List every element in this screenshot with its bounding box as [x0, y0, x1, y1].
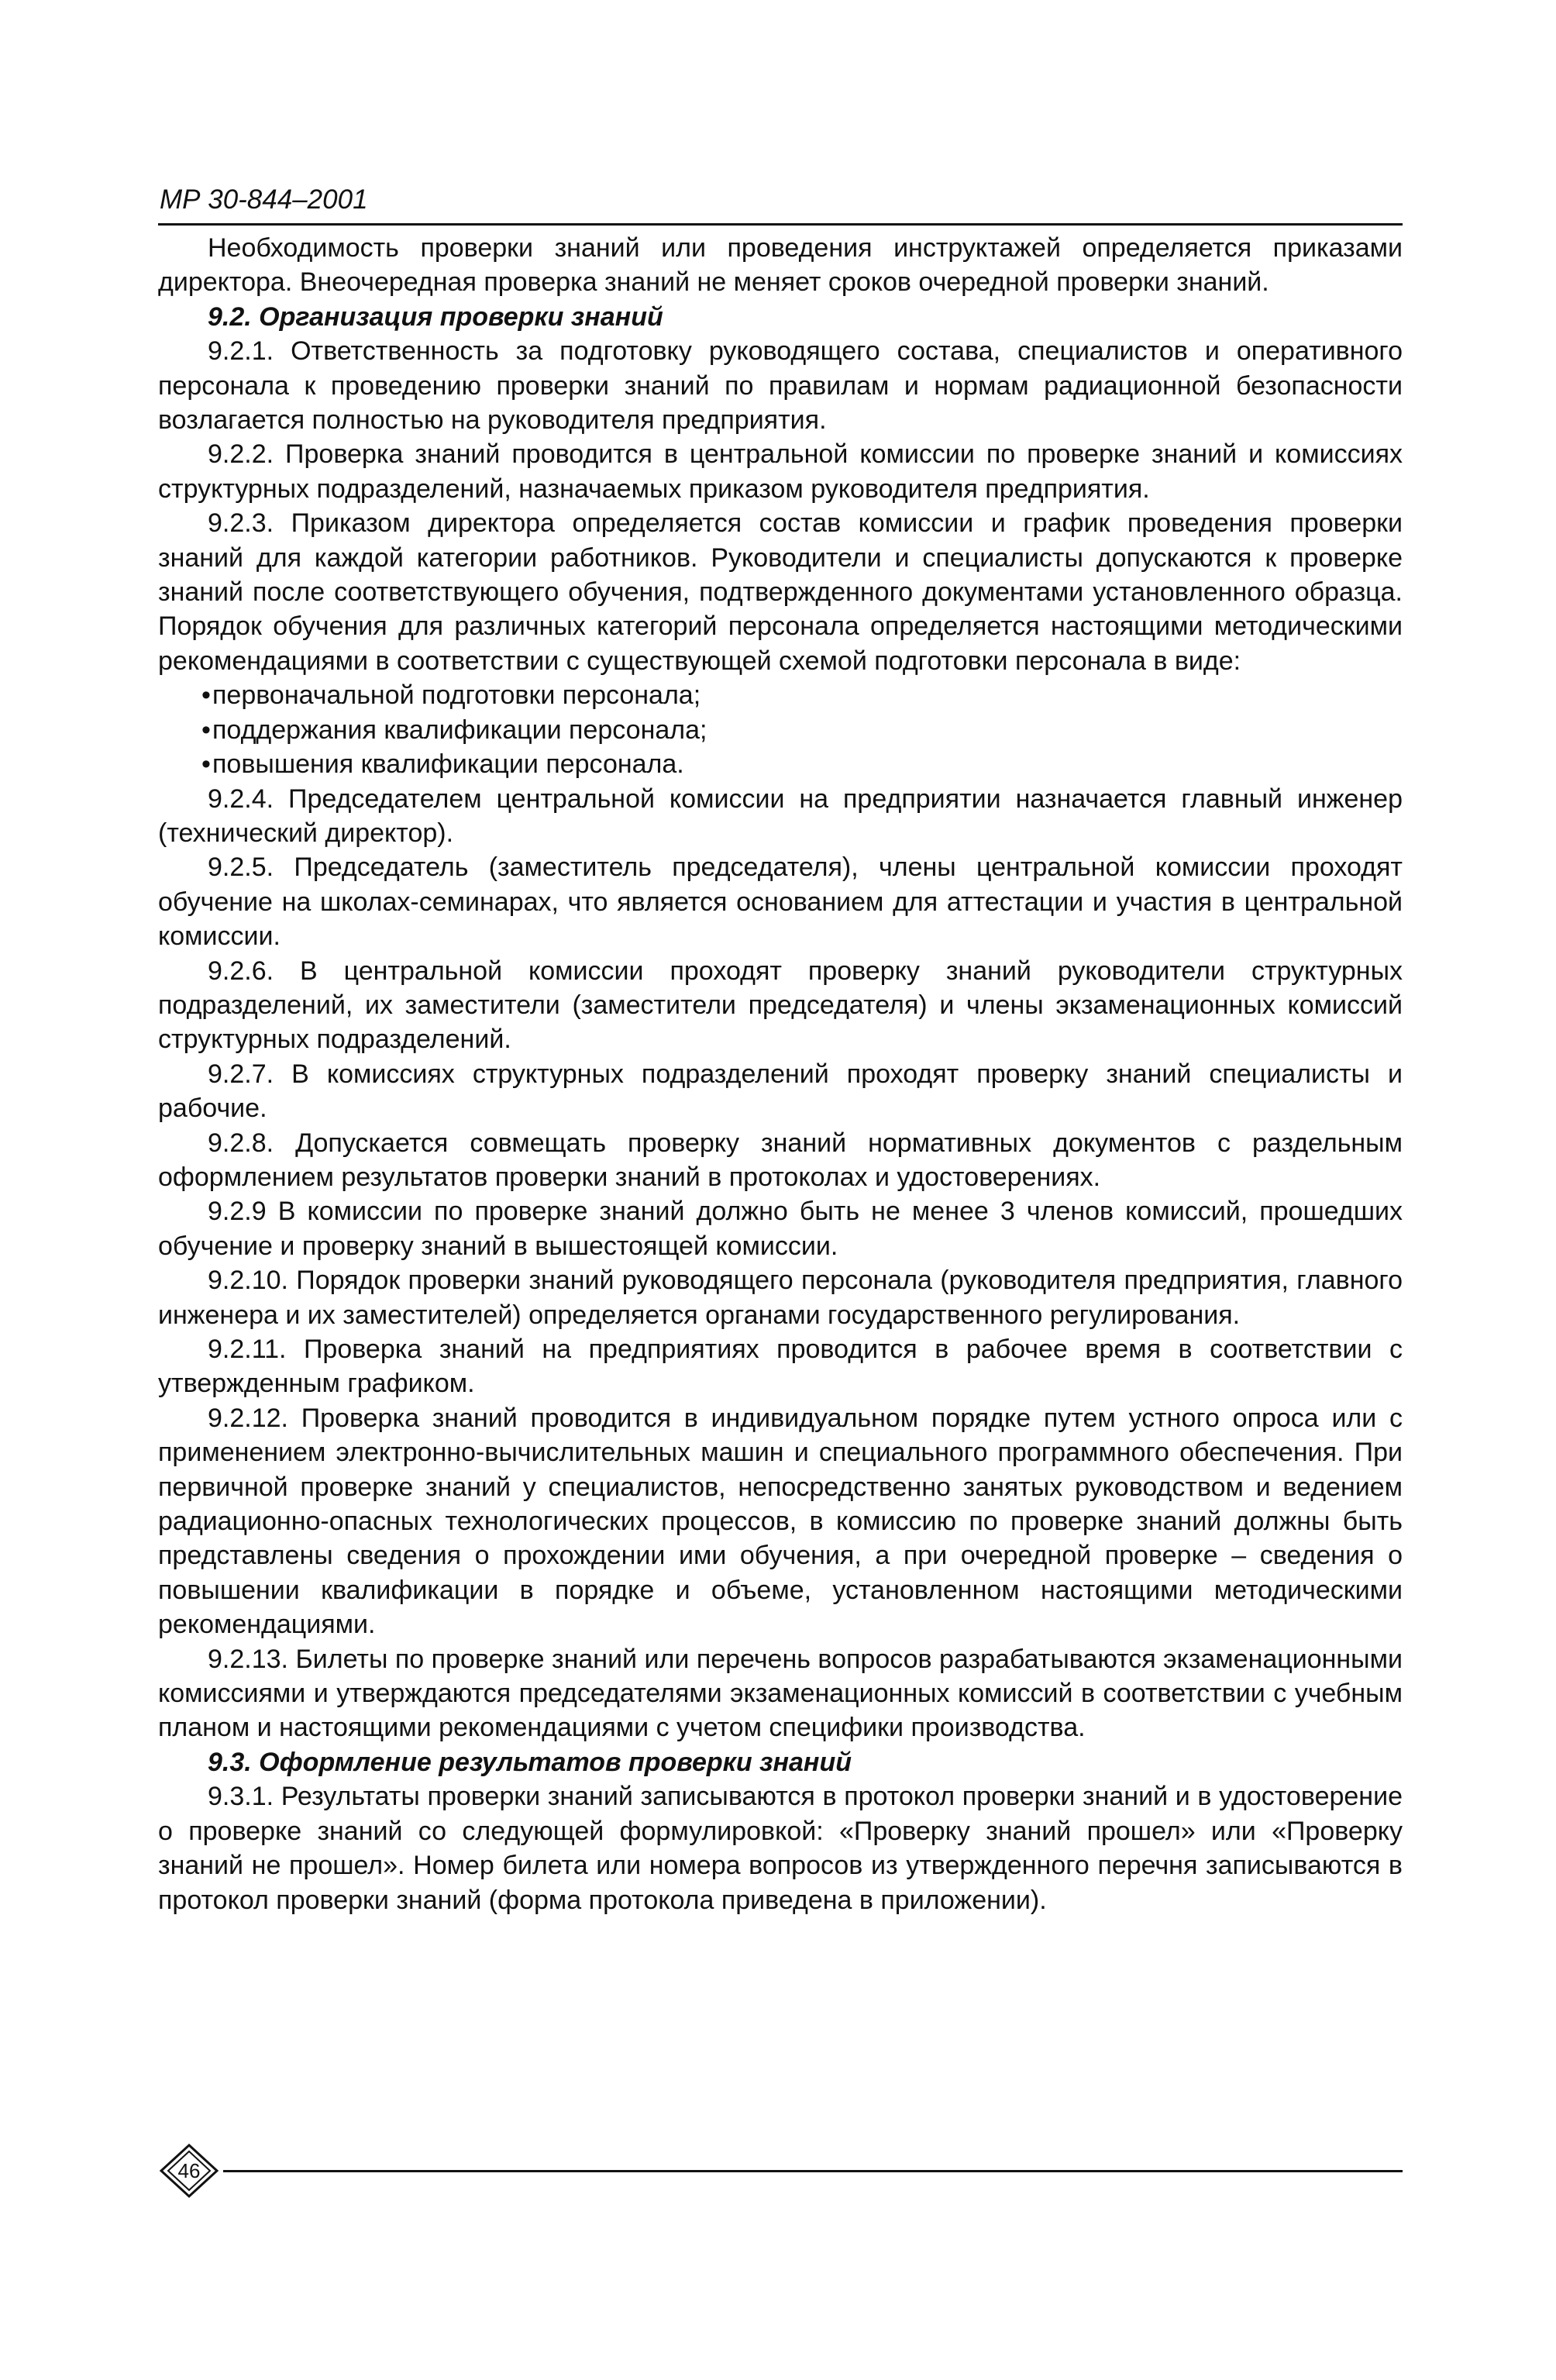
bullet-icon: •: [201, 680, 211, 711]
paragraph-9-3-1: 9.3.1. Результаты проверки знаний записываются в протокол проверки знаний и в удостоверение о проверке знаний со следующей формулировкой: «Проверку знаний прошел» или «Проверку знаний не прошел». Номер билета или номера вопросов из утвержденного перечня записываются в протокол проверки знаний (форма протокола приведена в приложении).: [158, 1782, 1403, 1915]
list-item-text: первоначальной подготовки персонала;: [212, 680, 701, 711]
document-code: МР 30-844–2001: [160, 184, 368, 215]
list-item-text: поддержания квалификации персонала;: [212, 715, 707, 745]
paragraph-9-2-11: 9.2.11. Проверка знаний на предприятиях проводится в рабочее время в соответствии с утвержденным графиком.: [158, 1335, 1403, 1399]
page-header: [158, 183, 1403, 226]
page-content: [158, 231, 1403, 1917]
page-footer: [158, 2142, 1403, 2199]
paragraph-9-2-4: 9.2.4. Председателем центральной комиссии на предприятии назначается главный инженер (технический директор).: [158, 784, 1403, 848]
paragraph-9-2-2: 9.2.2. Проверка знаний проводится в центральной комиссии по проверке знаний и комиссиях структурных подразделений, назначаемых приказом руководителя предприятия.: [158, 439, 1403, 504]
paragraph-9-2-1: 9.2.1. Ответственность за подготовку руководящего состава, специалистов и оперативного персонала к проведению проверки знаний по правилам и нормам радиационной безопасности возлагается полностью на руководителя предприятия.: [158, 336, 1403, 436]
list-item: [158, 713, 1403, 747]
bullet-icon: •: [201, 749, 211, 780]
section-heading-9-2: 9.2. Организация проверки знаний: [208, 301, 663, 332]
training-list: [158, 678, 1403, 781]
paragraph-9-2-3: 9.2.3. Приказом директора определяется состав комиссии и график проведения проверки знаний для каждой категории работников. Руководители и специалисты допускаются к проверке знаний после соответствующего обучения, подтвержденного документами установленного образца. Порядок обучения для различных категорий персонала определяется настоящими методическими рекомендациями в соответствии с существующей схемой подготовки персонала в виде:: [158, 508, 1403, 676]
bullet-icon: •: [201, 715, 211, 745]
paragraph-9-2-5: 9.2.5. Председатель (заместитель председателя), члены центральной комиссии проходят обучение на школах-семинарах, что является основанием для аттестации и участия в центральной комиссии.: [158, 852, 1403, 952]
list-item-text: повышения квалификации персонала.: [212, 749, 684, 780]
footer-rule: [223, 2170, 1403, 2172]
page-number: 46: [177, 2159, 201, 2182]
paragraph-9-2-6: 9.2.6. В центральной комиссии проходят проверку знаний руководители структурных подразделений, их заместители (заместители председателя) и члены экзаменационных комиссий структурных подразделений.: [158, 956, 1403, 1055]
paragraph-9-2-8: 9.2.8. Допускается совмещать проверку знаний нормативных документов с раздельным оформлением результатов проверки знаний в протоколах и удостоверениях.: [158, 1128, 1403, 1192]
paragraph-9-2-12: 9.2.12. Проверка знаний проводится в индивидуальном порядке путем устного опроса или с применением электронно-вычислительных машин и специального программного обеспечения. При первичной проверке знаний у специалистов, непосредственно занятых руководством и ведением радиационно-опасных технологических процессов, в комиссию по проверке знаний должны быть представлены сведения о прохождении ими обучения, а при очередной проверке – сведения о повышении квалификации в порядке и объеме, установленном настоящими методическими рекомендациями.: [158, 1403, 1403, 1640]
list-item: [158, 678, 1403, 712]
list-item: [158, 747, 1403, 781]
paragraph-9-2-13: 9.2.13. Билеты по проверке знаний или перечень вопросов разрабатываются экзаменационными комиссиями и утверждаются председателями экзаменационных комиссий в соответствии с учебным планом и настоящими рекомендациями с учетом специфики производства.: [158, 1644, 1403, 1743]
paragraph-9-2-10: 9.2.10. Порядок проверки знаний руководящего персонала (руководителя предприятия, главного инженера и их заместителей) определяется органами государственного регулирования.: [158, 1266, 1403, 1330]
paragraph-intro: Необходимость проверки знаний или проведения инструктажей определяется приказами директора. Внеочередная проверка знаний не меняет сроков очередной проверки знаний.: [158, 233, 1403, 298]
paragraph-9-2-7: 9.2.7. В комиссиях структурных подразделений проходят проверку знаний специалисты и рабочие.: [158, 1059, 1403, 1124]
section-heading-9-3: 9.3. Оформление результатов проверки знаний: [208, 1747, 852, 1777]
paragraph-9-2-9: 9.2.9 В комиссии по проверке знаний должно быть не менее 3 членов комиссий, прошедших обучение и проверку знаний в вышестоящей комиссии.: [158, 1197, 1403, 1261]
